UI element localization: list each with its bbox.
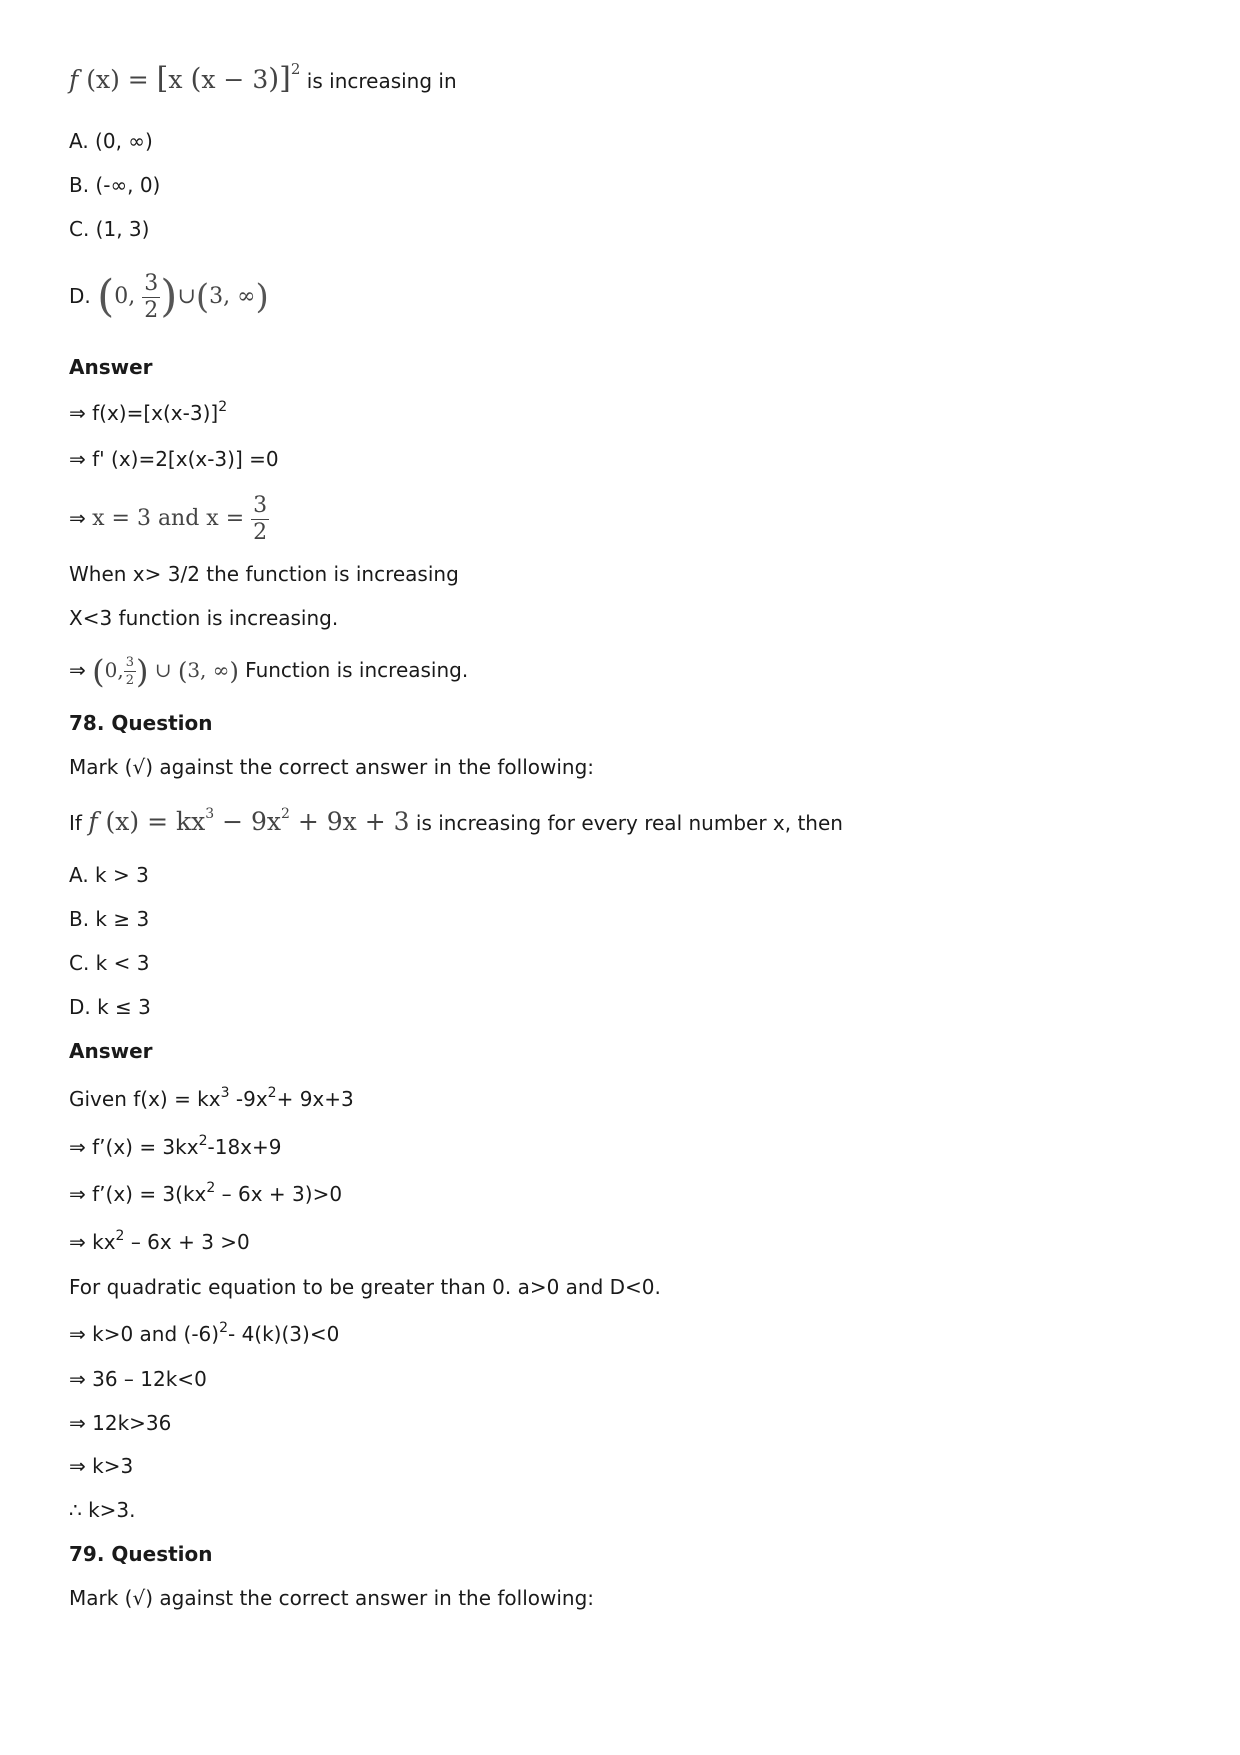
q78-given-sup2: 2 [267, 1085, 277, 1101]
q78-formula: f $(x) = kx^3 - 9x^2 + 9x + 3$ [88, 806, 410, 836]
q79-instruction: Mark (√) against the correct answer in the following: [69, 1586, 595, 1610]
q77-step-3 [69, 490, 269, 547]
q77-final-arrow: ⇒ [69, 658, 86, 682]
q77-step-3-formula: x = 3 and x = $\frac{3}{2}$ [92, 492, 268, 545]
q78-option-b: B. k ≥ 3 [69, 907, 150, 931]
q78-step-4-sup: 2 [219, 1320, 228, 1336]
q78-step-1-b: -18x+9 [207, 1135, 282, 1159]
q77-step-3-arrow: ⇒ [69, 506, 86, 530]
q78-option-a: A. k > 3 [69, 863, 149, 887]
q77-option-d-formula: (0, $\frac{3}{2}$ )∪(3, ∞) [97, 270, 269, 323]
q77-x3-line: X<3 function is increasing. [69, 606, 339, 630]
q78-stem-if: If [69, 811, 82, 835]
q77-stem [69, 60, 457, 96]
q78-step-3-sup: 2 [115, 1228, 125, 1244]
q77-step-2: ⇒ f' (x)=2[x(x-3)] =0 [69, 447, 279, 471]
q78-step-1-sup: 2 [198, 1133, 208, 1149]
q78-step-6: ⇒ 12k>36 [69, 1411, 172, 1435]
q77-step-1-sup: 2 [218, 399, 228, 415]
q78-step-1-a: ⇒ f’(x) = 3kx [69, 1135, 199, 1159]
q78-given-sup1: 3 [220, 1085, 230, 1101]
q77-option-c: C. (1, 3) [69, 217, 150, 241]
q78-step-1 [69, 1134, 281, 1160]
q77-answer-heading: Answer [69, 355, 153, 379]
q77-step-1-text: ⇒ f(x)=[x(x-3)] [69, 401, 219, 425]
q78-heading: 78. Question [69, 711, 213, 735]
q78-step-2-sup: 2 [206, 1180, 216, 1196]
q78-conclusion: ∴ k>3. [69, 1498, 136, 1522]
q78-step-3 [69, 1229, 250, 1255]
q78-option-c: C. k < 3 [69, 951, 150, 975]
q78-given-c: + 9x+3 [276, 1087, 354, 1111]
q78-stem-text: is increasing for every real number x, then [415, 811, 843, 835]
q78-step-5: ⇒ 36 – 12k<0 [69, 1367, 207, 1391]
q78-step-4 [69, 1321, 339, 1347]
q78-step-2-b: – 6x + 3)>0 [215, 1182, 343, 1206]
q78-step-4-b: - 4(k)(3)<0 [228, 1322, 340, 1346]
q77-final-text: Function is increasing. [245, 658, 469, 682]
q78-option-d: D. k ≤ 3 [69, 995, 151, 1019]
q78-step-2-a: ⇒ f’(x) = 3(kx [69, 1182, 207, 1206]
q77-option-d [69, 262, 269, 330]
q78-step-2 [69, 1181, 342, 1207]
q78-given-b: -9x [229, 1087, 268, 1111]
q78-stem [69, 804, 843, 841]
q77-final-formula: (0, $\frac{3}{2}$ ) ∪ (3, ∞) [92, 652, 239, 691]
q77-option-d-label: D. [69, 284, 91, 308]
q77-final-line [69, 650, 468, 692]
q77-option-a: A. (0, ∞) [69, 129, 153, 153]
q78-step-3-b: – 6x + 3 >0 [124, 1230, 250, 1254]
q77-formula: f (x) = [x (x − 3)]$^2$ [69, 60, 301, 96]
q77-stem-text: is increasing in [306, 69, 457, 93]
q77-step-3-text: x = 3 and x = [92, 506, 245, 531]
q78-quadratic-line: For quadratic equation to be greater than 0. a>0 and D<0. [69, 1275, 661, 1299]
q78-given [69, 1086, 354, 1112]
q78-step-4-a: ⇒ k>0 and (-6) [69, 1322, 220, 1346]
q78-step-7: ⇒ k>3 [69, 1454, 134, 1478]
q79-heading: 79. Question [69, 1542, 213, 1566]
q77-step-1 [69, 400, 227, 426]
q77-option-b: B. (-∞, 0) [69, 173, 161, 197]
q78-answer-heading: Answer [69, 1039, 153, 1063]
q78-given-a: Given f(x) = kx [69, 1087, 221, 1111]
q78-step-3-a: ⇒ kx [69, 1230, 116, 1254]
q77-when-line: When x> 3/2 the function is increasing [69, 562, 459, 586]
q78-instruction: Mark (√) against the correct answer in the following: [69, 755, 595, 779]
